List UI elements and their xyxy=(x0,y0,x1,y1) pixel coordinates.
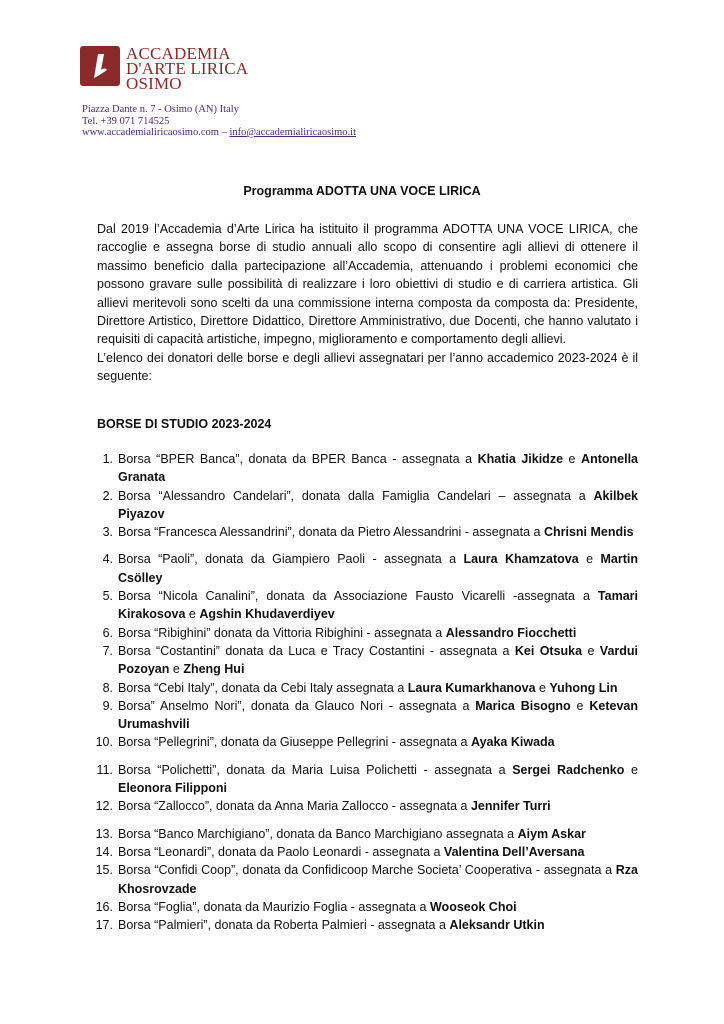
contact-line xyxy=(82,127,356,139)
recipient-name: Rza Khosrovzade xyxy=(118,863,638,896)
recipient-name: Yuhong Lin xyxy=(549,680,618,695)
list-item xyxy=(90,587,638,624)
scholarship-description: Borsa “Leonardi”, donata da Paolo Leonardi - assegnata a xyxy=(118,844,444,859)
list-item xyxy=(90,843,638,861)
recipient-name: Marica Bisogno xyxy=(475,698,571,713)
scholarship-description: Borsa “Pellegrini”, donata da Giuseppe Pellegrini - assegnata a xyxy=(118,735,471,750)
section-title: BORSE DI STUDIO 2023-2024 xyxy=(97,417,272,431)
list-item-text xyxy=(118,523,638,541)
list-item-text xyxy=(118,487,638,524)
list-item-text xyxy=(118,733,638,751)
recipient-name: Tamari Kirakosova xyxy=(118,589,638,622)
recipient-name: Antonella Granata xyxy=(118,452,638,485)
list-item-number: 9. xyxy=(102,698,113,713)
scholarship-description: Borsa “Paoli”, donata da Giampiero Paoli - assegnata a xyxy=(118,552,464,567)
recipient-name: Wooseok Choi xyxy=(429,899,517,914)
scholarship-description: e xyxy=(578,552,601,567)
list-item xyxy=(90,487,638,524)
scholarship-description: Borsa “Francesca Alessandrini”, donata da Pietro Alessandrini - assegnata a xyxy=(118,525,544,540)
list-item xyxy=(90,624,638,642)
list-item-text xyxy=(118,679,638,697)
list-item xyxy=(90,550,638,587)
list-item-number: 17. xyxy=(95,918,113,933)
scholarship-description: Borsa “Palmieri”, donata da Roberta Palmieri - assegnata a xyxy=(118,918,450,933)
scholarship-description: Borsa “Cebi Italy”, donata da Cebi Italy assegnata a xyxy=(118,680,408,695)
recipient-name: Aleksandr Utkin xyxy=(449,918,545,933)
list-item-number: 6. xyxy=(102,625,113,640)
letterhead-address xyxy=(82,104,356,139)
scholarship-description: Borsa “BPER Banca”, donata da BPER Banca - assegnata a xyxy=(118,452,478,466)
recipient-name: Sergei Radchenko xyxy=(512,762,625,777)
list-item-text xyxy=(118,697,638,734)
list-item xyxy=(90,733,638,751)
scholarship-description: e xyxy=(185,607,200,622)
recipient-name: Valentina Dell’Aversana xyxy=(443,844,585,859)
list-item-text xyxy=(118,624,638,642)
document-title: Programma ADOTTA UNA VOCE LIRICA xyxy=(243,184,481,198)
recipient-name: Akilbek Piyazov xyxy=(118,488,638,521)
scholarship-description: e xyxy=(570,698,590,713)
recipient-name: Zheng Hui xyxy=(183,662,245,677)
scholarship-description: e xyxy=(535,680,550,695)
list-item xyxy=(90,825,638,843)
scholarship-description: e xyxy=(563,452,582,466)
scholarship-description: Borsa “Alessandro Candelari”, donata dalla Famiglia Candelari – assegnata a xyxy=(118,488,594,503)
list-item xyxy=(90,679,638,697)
email-link[interactable]: info@accademialiricaosimo.it xyxy=(229,127,357,138)
recipient-name: Ketevan Urumashvili xyxy=(118,698,638,732)
scholarship-description: Borsa “Ribighini” donata da Vittoria Ribighini - assegnata a xyxy=(118,625,446,640)
academy-name-line2: D'ARTE LIRICA xyxy=(126,59,249,78)
list-item xyxy=(90,797,638,815)
scholarship-description: Borsa “Nicola Canalini”, donata da Associazione Fausto Vicarelli -assegnata a xyxy=(118,589,598,604)
list-item xyxy=(90,523,638,541)
street-address: Piazza Dante n. 7 - Osimo (AN) Italy xyxy=(82,104,239,115)
list-item xyxy=(90,697,638,734)
recipient-name: Laura Khamzatova xyxy=(463,552,579,567)
recipient-name: Martin Csölley xyxy=(118,552,638,585)
list-item xyxy=(90,861,638,898)
scholarship-description: e xyxy=(169,662,184,677)
scholarship-description: e xyxy=(582,643,600,658)
intro-paragraph-1: Dal 2019 l’Accademia d’Arte Lirica ha istituito il programma ADOTTA UNA VOCE LIRICA, che raccoglie e assegna borse di studio annuali allo scopo di consentire agli allievi di ottenere il massimo beneficio dalla partecipazione all’Accademia, attenuando i problemi economici che possono gravare sulle possibilità di realizzare i loro obiettivi di studio e di carriera artistica. Gli allievi meritevoli sono scelti da una commissione interna composta da composta da: Presidente, Direttore Artistico, Direttore Didattico, Direttore Amministrativo, due Docenti, che hanno valutato i requisiti di capacità artistiche, impegno, miglioramento e comportamento degli allievi. xyxy=(97,222,638,347)
recipient-name: Jennifer Turri xyxy=(470,799,551,814)
scholarship-description: Borsa “Polichetti”, donata da Maria Luisa Polichetti - assegnata a xyxy=(118,762,513,777)
list-item-number: 10. xyxy=(95,735,113,750)
list-item-number: 3. xyxy=(102,525,113,540)
intro-paragraph-2: L’elenco dei donatori delle borse e degli allievi assegnatari per l’anno accademico 2023-2024 è il seguente: xyxy=(97,350,638,384)
list-item-text xyxy=(118,450,638,487)
list-item-number: 1. xyxy=(102,452,113,466)
list-item xyxy=(90,450,638,487)
list-item-number: 5. xyxy=(102,589,113,604)
academy-name-line3: OSIMO xyxy=(126,74,182,93)
list-item-text xyxy=(118,797,638,815)
list-item xyxy=(90,761,638,798)
recipient-name: Ayaka Kiwada xyxy=(471,735,555,750)
recipient-name: Chrisni Mendis xyxy=(543,525,634,540)
list-item-number: 2. xyxy=(102,488,113,503)
list-item-number: 8. xyxy=(102,680,113,695)
list-item-text xyxy=(118,761,638,798)
recipient-name: Kei Otsuka xyxy=(514,643,583,658)
logo-emblem-icon xyxy=(80,46,120,86)
list-item-number: 16. xyxy=(95,899,113,914)
list-item-number: 4. xyxy=(102,552,113,567)
recipient-name: Alessandro Fiocchetti xyxy=(445,625,577,640)
intro-text xyxy=(97,220,638,386)
list-item-number: 11. xyxy=(96,762,113,777)
list-item-text xyxy=(118,825,638,843)
website-link[interactable]: www.accademialiricaosimo.com xyxy=(82,127,219,138)
scholarship-description: Borsa “Banco Marchigiano”, donata da Banco Marchigiano assegnata a xyxy=(118,826,518,841)
list-item-text xyxy=(118,843,638,861)
list-item-text xyxy=(118,587,638,624)
recipient-name: Aiym Askar xyxy=(517,826,586,841)
list-item xyxy=(90,898,638,916)
scholarship-description: Borsa “Zallocco”, donata da Anna Maria Zallocco - assegnata a xyxy=(118,799,471,814)
list-item xyxy=(90,642,638,679)
recipient-name: Khatia Jikidze xyxy=(477,452,564,466)
list-item-text xyxy=(118,642,638,679)
list-item-text xyxy=(118,898,638,916)
recipient-name: Eleonora Filipponi xyxy=(118,781,228,796)
list-item-text xyxy=(118,916,638,934)
academy-name-line1: ACCADEMIA xyxy=(126,44,231,63)
recipient-name: Agshin Khudaverdiyev xyxy=(199,607,335,622)
academy-name xyxy=(126,46,248,91)
list-item-text xyxy=(118,550,638,587)
scholarship-description: Borsa “Foglia”, donata da Maurizio Foglia - assegnata a xyxy=(118,899,430,914)
list-item-text xyxy=(118,861,638,898)
list-item-number: 13. xyxy=(95,826,113,841)
list-item-number: 15. xyxy=(95,863,113,878)
scholarship-list xyxy=(90,450,638,934)
list-item xyxy=(90,916,638,934)
recipient-name: Vardui Pozoyan xyxy=(118,643,639,677)
scholarship-description: e xyxy=(624,762,638,777)
recipient-name: Laura Kumarkhanova xyxy=(407,680,536,695)
list-item-number: 14. xyxy=(95,844,113,859)
phone-number: Tel. +39 071 714525 xyxy=(82,115,170,127)
contact-separator: – xyxy=(218,127,230,138)
academy-logo xyxy=(80,46,248,91)
scholarship-description: Borsa” Anselmo Nori”, donata da Glauco Nori - assegnata a xyxy=(118,698,476,713)
scholarship-description: Borsa “Costantini” donata da Luca e Tracy Costantini - assegnata a xyxy=(118,643,515,658)
list-item-number: 7. xyxy=(102,643,113,658)
list-item-number: 12. xyxy=(95,799,113,814)
scholarship-description: Borsa “Confidi Coop”, donata da Confidicoop Marche Societa’ Cooperativa - assegnata a xyxy=(118,863,616,878)
